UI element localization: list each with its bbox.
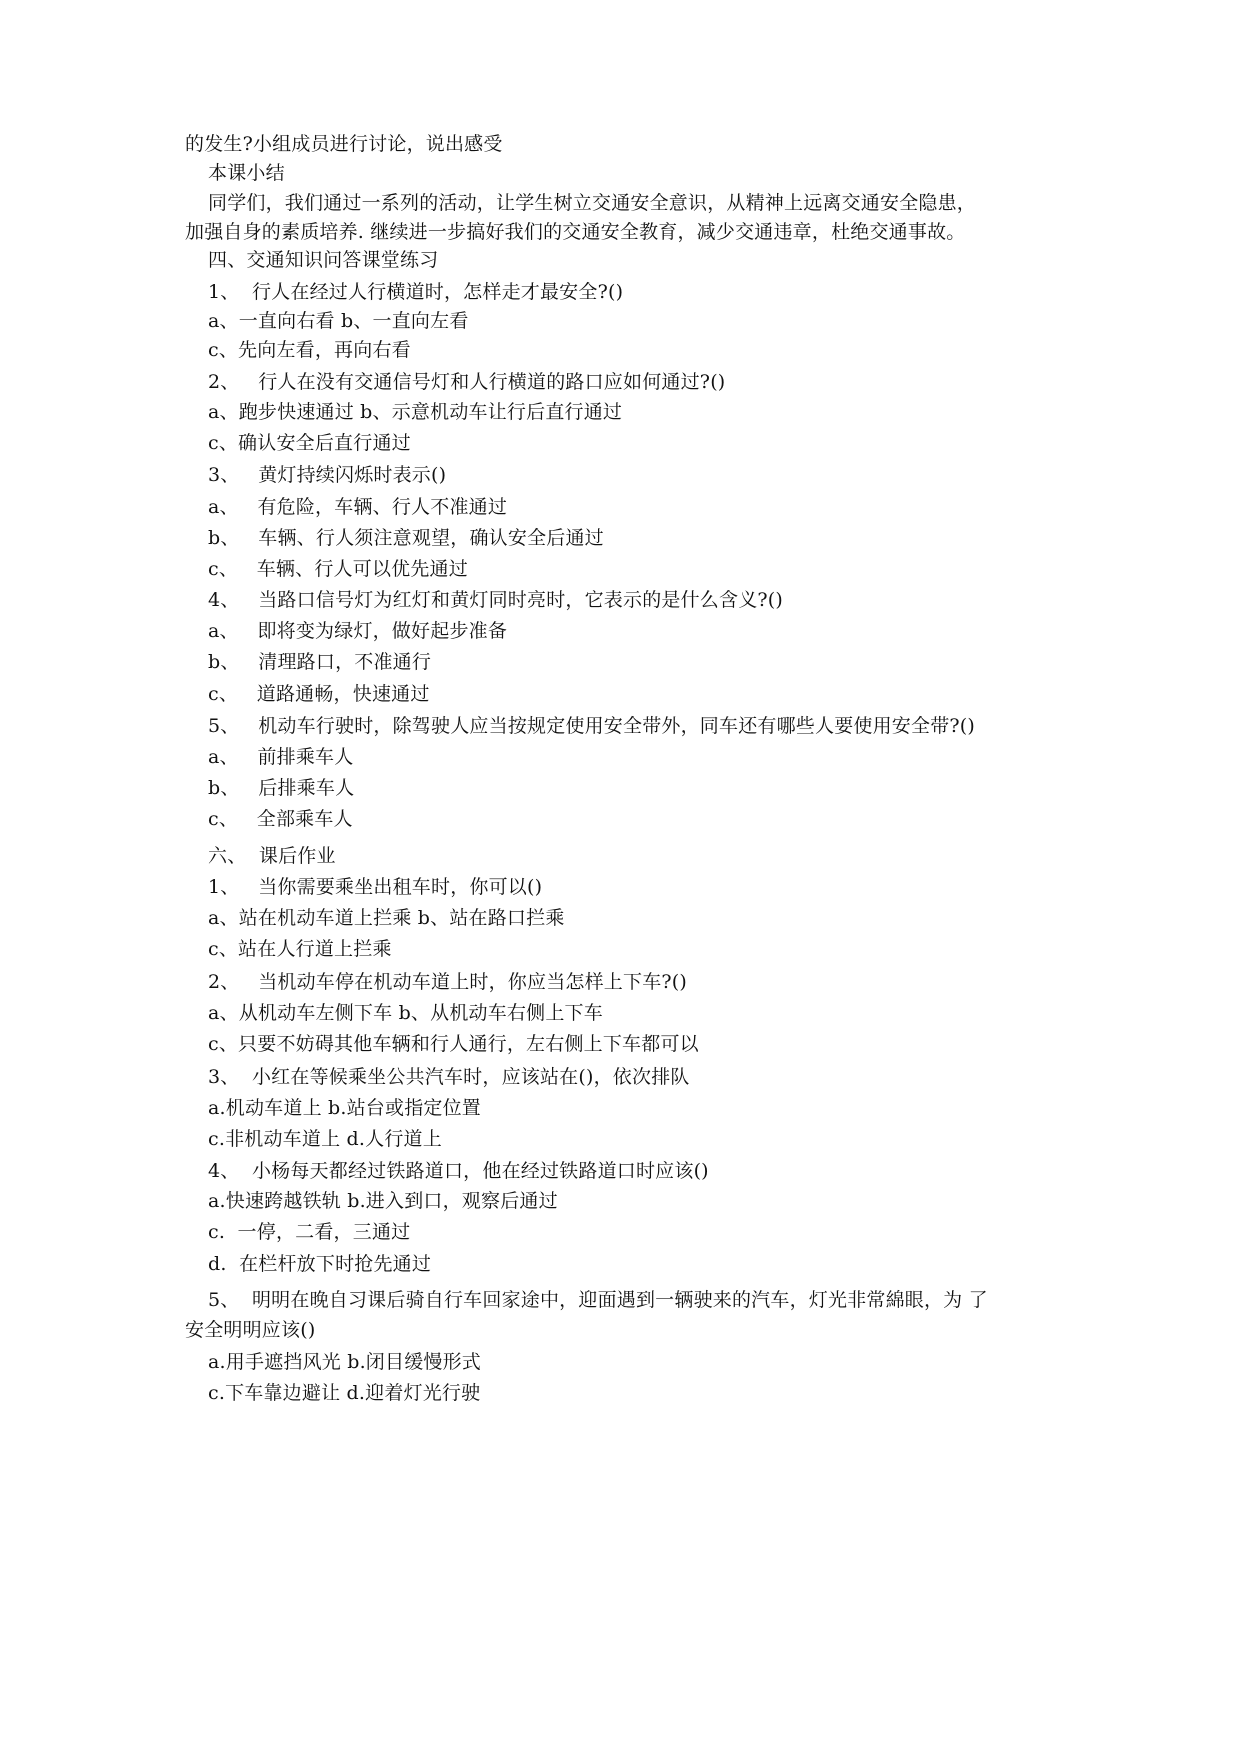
text-line: a、跑步快速通过 b、示意机动车让行后直行通过 <box>208 401 623 423</box>
text-line: b、 清理路口，不准通行 <box>208 651 432 673</box>
text-line: 4、 小杨每天都经过铁路道口，他在经过铁路道口时应该() <box>208 1160 709 1182</box>
text-line: 1、 行人在经过人行横道时，怎样走才最安全?() <box>208 281 624 303</box>
text-line: a、站在机动车道上拦乘 b、站在路口拦乘 <box>208 907 565 929</box>
text-line: a、 前排乘车人 <box>208 746 354 768</box>
text-line: c.下车靠边避让 d.迎着灯光行驶 <box>208 1382 481 1404</box>
text-line: 本课小结 <box>208 162 285 184</box>
text-line: c、 车辆、行人可以优先通过 <box>208 558 468 580</box>
text-line: 5、 明明在晚自习课后骑自行车回家途中，迎面遇到一辆驶来的汽车，灯光非常綿眼，为 了 <box>208 1289 988 1311</box>
text-line: 2、 当机动车停在机动车道上时，你应当怎样上下车?() <box>208 971 688 993</box>
text-line: 4、 当路口信号灯为红灯和黄灯同时亮时，它表示的是什么含义?() <box>208 589 784 611</box>
text-line: 3、 小红在等候乘坐公共汽车时，应该站在()，依次排队 <box>208 1066 690 1088</box>
text-line: a.用手遮挡风光 b.闭目缓慢形式 <box>208 1351 482 1373</box>
text-line: a、从机动车左侧下车 b、从机动车右侧上下车 <box>208 1002 603 1024</box>
text-line: a.机动车道上 b.站台或指定位置 <box>208 1097 482 1119</box>
text-line: 5、 机动车行驶时，除驾驶人应当按规定使用安全带外，同车还有哪些人要使用安全带?() <box>208 715 976 737</box>
text-line: c. 一停，二看，三通过 <box>208 1221 411 1243</box>
text-line: b、 车辆、行人须注意观望，确认安全后通过 <box>208 527 604 549</box>
text-line: 安全明明应该() <box>185 1319 316 1341</box>
text-line: c、站在人行道上拦乘 <box>208 938 392 960</box>
text-line: 四、交通知识问答课堂练习 <box>208 249 439 271</box>
text-line: c、 道路通畅，快速通过 <box>208 683 430 705</box>
text-line: c、先向左看，再向右看 <box>208 339 411 361</box>
text-line: 3、 黄灯持续闪烁时表示() <box>208 464 447 486</box>
text-line: a.快速跨越铁轨 b.进入到口，观察后通过 <box>208 1190 558 1212</box>
text-line: b、 后排乘车人 <box>208 777 355 799</box>
text-line: 加强自身的素质培养. 继续进一步搞好我们的交通安全教育，减少交通违章，杜绝交通事故。 <box>185 221 966 243</box>
text-line: a、一直向右看 b、一直向左看 <box>208 310 469 332</box>
text-line: d. 在栏杆放下时抢先通过 <box>208 1253 432 1275</box>
text-line: a、 即将变为绿灯，做好起步准备 <box>208 620 508 642</box>
text-line: a、 有危险，车辆、行人不准通过 <box>208 496 508 518</box>
text-line: c、确认安全后直行通过 <box>208 432 411 454</box>
text-line: c.非机动车道上 d.人行道上 <box>208 1128 442 1150</box>
text-line: 同学们，我们通过一系列的活动，让学生树立交通安全意识，从精神上远离交通安全隐患， <box>208 192 977 214</box>
text-line: 1、 当你需要乘坐出租车时，你可以() <box>208 876 543 898</box>
text-line: 的发生?小组成员进行讨论，说出感受 <box>185 133 503 155</box>
text-line: 2、 行人在没有交通信号灯和人行横道的路口应如何通过?() <box>208 371 726 393</box>
text-line: 六、 课后作业 <box>208 845 336 867</box>
text-line: c、只要不妨碍其他车辆和行人通行，左右侧上下车都可以 <box>208 1033 699 1055</box>
text-line: c、 全部乘车人 <box>208 808 353 830</box>
